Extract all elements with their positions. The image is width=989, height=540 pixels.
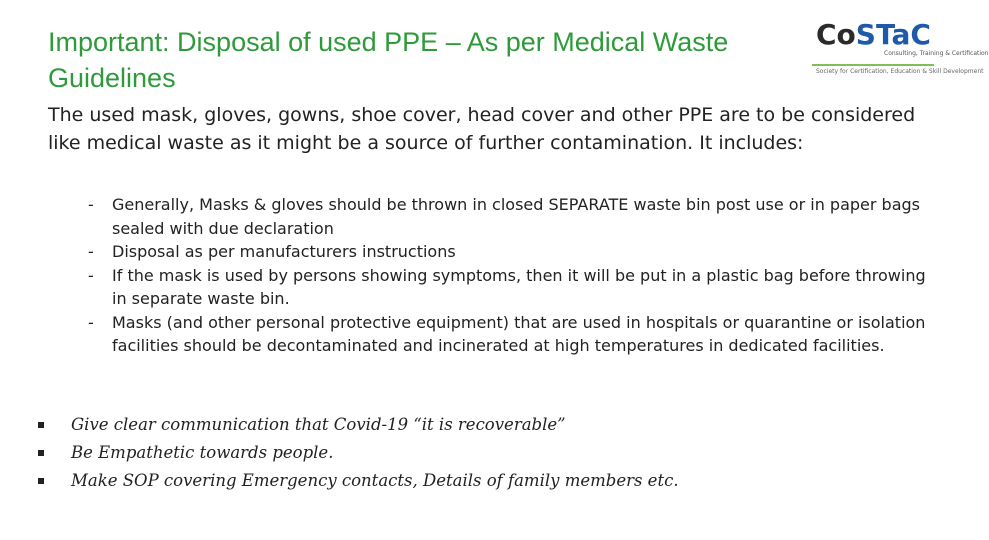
dash-marker: -	[88, 312, 94, 332]
costac-logo-icon	[812, 18, 989, 78]
intro-paragraph: The used mask, gloves, gowns, shoe cover, head cover and other PPE are to be considered like medical waste as it might be a source of further contamination. It includes:	[48, 104, 916, 154]
dash-marker: -	[88, 195, 94, 214]
bullet-text: Be Empathetic towards people.	[71, 443, 334, 462]
list-item	[88, 311, 928, 358]
dash-marker: -	[88, 265, 94, 285]
logo-text-a: Co	[816, 18, 856, 51]
list-item	[38, 439, 918, 467]
list-item	[38, 411, 918, 439]
logo-tagline: Consulting, Training & Certification	[884, 50, 989, 57]
list-item-text: Masks (and other personal protective equipment) that are used in hospitals or quarantine or isolation facilities should be decontaminated and incinerated at high temperatures in dedicated facilities.	[112, 312, 926, 355]
list-item	[38, 467, 918, 495]
logo-subtitle: Society for Certification, Education & Skill Development	[816, 68, 984, 75]
square-bullet-icon	[38, 450, 44, 456]
list-item-text: Disposal as per manufacturers instructions	[112, 242, 456, 261]
square-bullet-icon	[38, 478, 44, 484]
bullet-text: Make SOP covering Emergency contacts, Details of family members etc.	[71, 471, 679, 490]
logo-text-b: STaC	[855, 18, 931, 51]
guidance-bullet-list	[38, 411, 918, 495]
bullet-text: Give clear communication that Covid-19 “it is recoverable”	[71, 415, 566, 434]
square-bullet-icon	[38, 422, 44, 428]
list-item-text: If the mask is used by persons showing symptoms, then it will be put in a plastic bag before throwing in separate waste bin.	[112, 265, 926, 308]
list-item	[88, 264, 928, 311]
slide-title: Important: Disposal of used PPE – As per Medical Waste Guidelines	[48, 27, 729, 93]
list-item	[88, 240, 928, 264]
list-item-text: Generally, Masks & gloves should be thrown in closed SEPARATE waste bin post use or in paper bags sealed with due declaration	[112, 195, 920, 238]
dash-marker: -	[88, 242, 94, 261]
list-item	[88, 193, 928, 240]
logo-divider	[812, 64, 934, 66]
disposal-sub-list	[88, 193, 928, 358]
logo-wordmark	[816, 18, 931, 52]
